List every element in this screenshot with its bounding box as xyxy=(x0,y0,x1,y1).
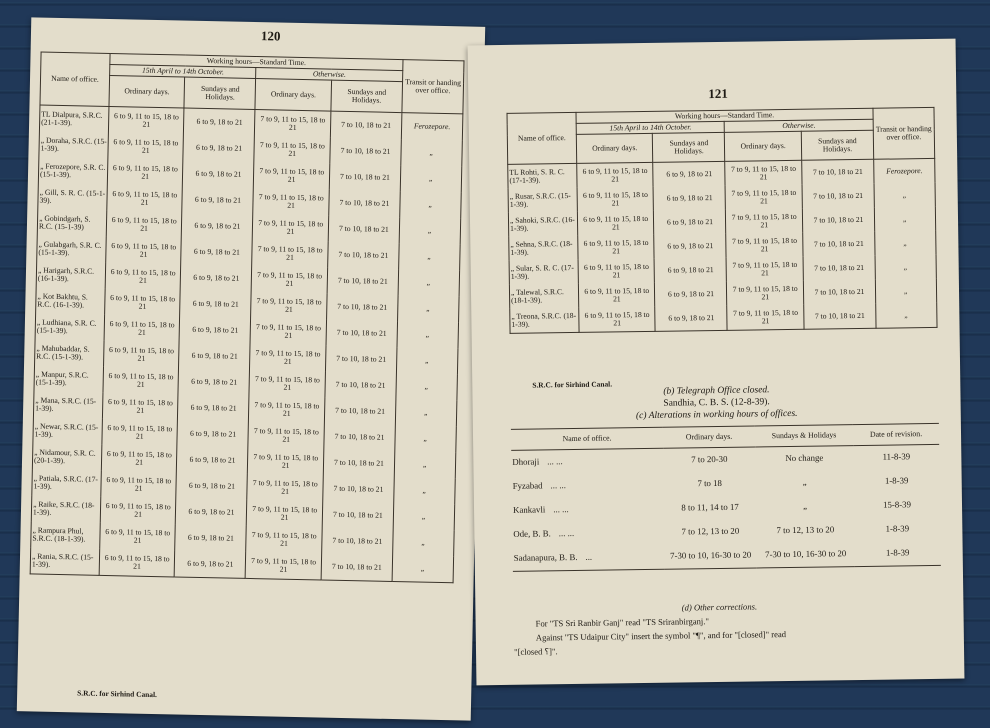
office-name-cell: „ Rampura Phul, S.R.C. (18-1-39). xyxy=(31,522,101,549)
sunday-hours-summer-cell: 6 to 9, 18 to 21 xyxy=(655,282,727,307)
col-header-period-summer: 15th April to 14th October. xyxy=(576,122,725,135)
sunday-hours-otherwise-cell: 7 to 10, 18 to 21 xyxy=(325,372,397,399)
col-header-period-summer: 15th April to 14th October. xyxy=(110,65,257,79)
ordinary-hours-otherwise-cell: 7 to 9, 11 to 15, 18 to 21 xyxy=(253,188,329,216)
transit-office-cell: „ xyxy=(876,303,937,328)
sunday-hours-otherwise-cell: 7 to 10, 18 to 21 xyxy=(326,294,398,321)
transit-office-cell: „ xyxy=(395,399,457,426)
sunday-hours-otherwise-cell: 7 to 10, 18 to 21 xyxy=(322,528,394,555)
alt-office-name-cell xyxy=(511,448,663,475)
alt-date-cell: 1-8-39 xyxy=(855,541,941,567)
office-name-cell: „ Harigarh, S.R.C. (16-1-39). xyxy=(36,262,106,289)
office-name-cell: „ Kot Bakhtu, S. R.C. (16-1-39). xyxy=(36,288,106,315)
col-header-working-hours: Working hours—Standard Time. xyxy=(110,53,403,70)
alteration-row xyxy=(513,541,941,571)
sunday-hours-otherwise-cell: 7 to 10, 18 to 21 xyxy=(322,502,394,529)
ordinary-hours-summer-cell: 6 to 9, 11 to 15, 18 to 21 xyxy=(102,419,178,447)
transit-office-cell: „ xyxy=(394,451,456,478)
sunday-hours-otherwise-cell: 7 to 10, 18 to 21 xyxy=(321,554,393,582)
sunday-hours-otherwise-cell: 7 to 10, 18 to 21 xyxy=(329,190,401,217)
sunday-hours-summer-cell: 6 to 9, 18 to 21 xyxy=(176,499,248,526)
alt-sundays-cell: 7 to 12, 13 to 20 xyxy=(776,524,835,536)
sunday-hours-otherwise-cell: 7 to 10, 18 to 21 xyxy=(328,216,400,243)
sunday-hours-otherwise-cell: 7 to 10, 18 to 21 xyxy=(803,280,875,305)
sunday-hours-summer-cell: 6 to 9, 18 to 21 xyxy=(180,291,252,318)
transit-office-cell: „ xyxy=(400,191,462,218)
transit-office-cell: „ xyxy=(398,269,460,296)
ordinary-hours-summer-cell: 6 to 9, 11 to 15, 18 to 21 xyxy=(104,341,180,369)
col-header-ordinary-2: Ordinary days. xyxy=(725,132,802,162)
alt-col-sundays: Sundays & Holidays xyxy=(755,425,853,447)
ordinary-hours-summer-cell: 6 to 9, 11 to 15, 18 to 21 xyxy=(107,159,183,187)
ordinary-hours-summer-cell: 6 to 9, 11 to 15, 18 to 21 xyxy=(106,237,182,265)
section-d-title: (d) Other corrections. xyxy=(681,601,758,613)
ordinary-hours-summer-cell: 6 to 9, 11 to 15, 18 to 21 xyxy=(99,549,175,577)
sunday-hours-summer-cell: 6 to 9, 18 to 21 xyxy=(179,343,251,370)
ordinary-hours-otherwise-cell: 7 to 9, 11 to 15, 18 to 21 xyxy=(726,233,803,258)
transit-office-cell: „ xyxy=(874,207,935,232)
sunday-hours-otherwise-cell: 7 to 10, 18 to 21 xyxy=(325,346,397,373)
sunday-hours-summer-cell: 6 to 9, 18 to 21 xyxy=(182,213,254,240)
transit-office-cell: Ferozepore. xyxy=(401,113,463,141)
ordinary-hours-summer-cell: 6 to 9, 11 to 15, 18 to 21 xyxy=(101,471,177,499)
transit-office-cell: „ xyxy=(395,425,457,452)
ordinary-hours-summer-cell: 6 to 9, 11 to 15, 18 to 21 xyxy=(101,445,177,473)
transit-office-cell: „ xyxy=(401,139,463,166)
transit-office-cell: „ xyxy=(875,231,936,256)
ordinary-hours-otherwise-cell: 7 to 9, 11 to 15, 18 to 21 xyxy=(246,526,322,554)
sunday-hours-summer-cell: 6 to 9, 18 to 21 xyxy=(654,210,726,235)
alt-ordinary-cell: 7 to 12, 13 to 20 xyxy=(681,525,740,537)
ordinary-hours-otherwise-cell: 7 to 9, 11 to 15, 18 to 21 xyxy=(254,136,330,164)
alt-col-date: Date of revision. xyxy=(853,423,939,445)
office-name-cell: „ Raike, S.R.C. (18-1-39). xyxy=(31,496,101,523)
sunday-hours-otherwise-cell: 7 to 10, 18 to 21 xyxy=(324,424,396,451)
alt-leader-dots: ... ... xyxy=(547,456,563,467)
left-page xyxy=(17,17,485,720)
ordinary-hours-summer-cell: 6 to 9, 11 to 15, 18 to 21 xyxy=(107,185,183,213)
ordinary-hours-summer-cell: 6 to 9, 11 to 15, 18 to 21 xyxy=(102,393,178,421)
transit-office-cell: „ xyxy=(392,555,454,583)
office-name-cell: „ Patiala, S.R.C. (17-1-39). xyxy=(32,470,102,497)
ordinary-hours-summer-cell: 6 to 9, 11 to 15, 18 to 21 xyxy=(106,211,182,239)
alt-leader-dots: ... ... xyxy=(558,528,575,539)
col-header-sundays: Sundays and Holidays. xyxy=(184,77,256,109)
ordinary-hours-otherwise-cell: 7 to 9, 11 to 15, 18 to 21 xyxy=(249,396,325,424)
alt-sundays-cell: No change xyxy=(785,452,824,464)
col-header-period-otherwise: Otherwise. xyxy=(725,119,874,132)
sunday-hours-summer-cell: 6 to 9, 18 to 21 xyxy=(179,317,251,344)
col-header-name: Name of office. xyxy=(40,52,110,107)
office-name-cell: „ Nidamour, S.R. C. (20-1-39). xyxy=(32,444,102,471)
col-header-sundays: Sundays and Holidays. xyxy=(653,133,725,163)
ordinary-hours-otherwise-cell: 7 to 9, 11 to 15, 18 to 21 xyxy=(255,110,331,138)
ordinary-hours-otherwise-cell: 7 to 9, 11 to 15, 18 to 21 xyxy=(252,240,328,268)
alt-ordinary-cell: 7 to 20-30 xyxy=(691,454,728,465)
transit-office-cell: „ xyxy=(875,255,936,280)
ordinary-hours-summer-cell: 6 to 9, 11 to 15, 18 to 21 xyxy=(104,315,180,343)
ordinary-hours-otherwise-cell: 7 to 9, 11 to 15, 18 to 21 xyxy=(248,422,324,450)
section-c-title: (c) Alterations in working hours of offices. xyxy=(635,408,798,422)
ordinary-hours-summer-cell: 6 to 9, 11 to 15, 18 to 21 xyxy=(579,307,656,333)
ordinary-hours-otherwise-cell: 7 to 9, 11 to 15, 18 to 21 xyxy=(251,318,327,346)
alt-date-cell: 11-8-39 xyxy=(882,451,911,462)
alt-office-name-cell xyxy=(512,473,664,499)
sunday-hours-otherwise-cell: 7 to 10, 18 to 21 xyxy=(330,138,402,165)
ordinary-hours-otherwise-cell: 7 to 9, 11 to 15, 18 to 21 xyxy=(251,292,327,320)
sunday-hours-otherwise-cell: 7 to 10, 18 to 21 xyxy=(802,160,874,186)
sunday-hours-otherwise-cell: 7 to 10, 18 to 21 xyxy=(327,268,399,295)
sunday-hours-otherwise-cell: 7 to 10, 18 to 21 xyxy=(802,208,874,233)
ordinary-hours-otherwise-cell: 7 to 9, 11 to 15, 18 to 21 xyxy=(247,474,323,502)
sunday-hours-otherwise-cell: 7 to 10, 18 to 21 xyxy=(328,242,400,269)
ordinary-hours-otherwise-cell: 7 to 9, 11 to 15, 18 to 21 xyxy=(247,500,323,528)
transit-office-cell: Ferozepore. xyxy=(874,159,935,184)
office-name-cell: „ Rusar, S.R.C. (15-1-39). xyxy=(508,188,577,213)
col-header-working-hours: Working hours—Standard Time. xyxy=(576,108,873,123)
col-header-period-otherwise: Otherwise. xyxy=(256,68,403,82)
alt-leader-dots: ... ... xyxy=(550,480,566,491)
ordinary-hours-otherwise-cell: 7 to 9, 11 to 15, 18 to 21 xyxy=(253,214,329,242)
sunday-hours-otherwise-cell: 7 to 10, 18 to 21 xyxy=(323,450,395,477)
office-name-cell: „ Gulabgarh, S.R. C. (15-1-39). xyxy=(37,236,107,263)
office-name-cell: „ Manpur, S.R.C. (15-1-39). xyxy=(34,366,104,393)
alt-office-name: Dhoraji xyxy=(512,456,540,468)
office-name-cell: „ Treona, S.R.C. (18-1-39). xyxy=(510,308,579,333)
ordinary-hours-summer-cell: 6 to 9, 11 to 15, 18 to 21 xyxy=(100,523,176,551)
sunday-hours-otherwise-cell: 7 to 10, 18 to 21 xyxy=(330,111,402,139)
transit-office-cell: „ xyxy=(874,183,935,208)
transit-office-cell: „ xyxy=(396,347,458,374)
ordinary-hours-otherwise-cell: 7 to 9, 11 to 15, 18 to 21 xyxy=(252,266,328,294)
sunday-hours-summer-cell: 6 to 9, 18 to 21 xyxy=(655,306,727,332)
sunday-hours-summer-cell: 6 to 9, 18 to 21 xyxy=(653,162,725,188)
ordinary-hours-otherwise-cell: 7 to 9, 11 to 15, 18 to 21 xyxy=(249,370,325,398)
office-name-cell: „ Mana, S.R.C. (15-1-39). xyxy=(33,392,103,419)
transit-office-cell: „ xyxy=(875,279,936,304)
sunday-hours-summer-cell: 6 to 9, 18 to 21 xyxy=(178,395,250,422)
office-name-cell: „ Ludhiana, S.R. C. (15-1-39). xyxy=(35,314,105,341)
alt-date-cell: 15-8-39 xyxy=(883,499,912,510)
ordinary-hours-otherwise-cell: 7 to 9, 11 to 15, 18 to 21 xyxy=(725,161,802,187)
office-name-cell: „ Newar, S.R.C. (15-1-39). xyxy=(33,418,103,445)
sunday-hours-summer-cell: 6 to 9, 18 to 21 xyxy=(654,234,726,259)
sunday-hours-otherwise-cell: 7 to 10, 18 to 21 xyxy=(803,256,875,281)
alt-ordinary-cell: 7 to 18 xyxy=(697,478,722,489)
sunday-hours-otherwise-cell: 7 to 10, 18 to 21 xyxy=(324,398,396,425)
alt-ordinary-cell: 8 to 11, 14 to 17 xyxy=(681,501,739,513)
ordinary-hours-otherwise-cell: 7 to 9, 11 to 15, 18 to 21 xyxy=(248,448,324,476)
alt-office-name: Sadanapura, B. B. xyxy=(513,552,578,564)
sunday-hours-otherwise-cell: 7 to 10, 18 to 21 xyxy=(326,320,398,347)
ordinary-hours-summer-cell: 6 to 9, 11 to 15, 18 to 21 xyxy=(577,211,654,236)
alt-leader-dots: ... ... xyxy=(553,504,569,515)
ordinary-hours-summer-cell: 6 to 9, 11 to 15, 18 to 21 xyxy=(578,283,655,308)
alt-col-ordinary: Ordinary days. xyxy=(663,426,755,448)
office-name-cell: „ Sahoki, S.R.C. (16-1-39). xyxy=(508,212,577,237)
office-name-cell: „ Doraha, S.R.C. (15-1-39). xyxy=(39,132,109,159)
ordinary-hours-summer-cell: 6 to 9, 11 to 15, 18 to 21 xyxy=(108,133,184,161)
col-header-transit: Transit or handing over office. xyxy=(402,60,464,115)
page-number-right: 121 xyxy=(708,85,728,102)
alt-sundays-cell: 7-30 to 10, 16-30 to 20 xyxy=(757,542,855,568)
sunday-hours-summer-cell: 6 to 9, 18 to 21 xyxy=(182,187,254,214)
sunday-hours-otherwise-cell: 7 to 10, 18 to 21 xyxy=(323,476,395,503)
office-name-cell: „ Gill, S. R. C. (15-1-39). xyxy=(38,184,108,211)
transit-office-cell: „ xyxy=(396,373,458,400)
office-name-cell: „ Talewal, S.R.C. (18-1-39). xyxy=(509,284,578,309)
alt-col-name: Name of office. xyxy=(511,427,663,450)
sunday-hours-summer-cell: 6 to 9, 18 to 21 xyxy=(176,473,248,500)
office-name-cell: „ Sular, S. R. C. (17-1-39). xyxy=(509,260,578,285)
ordinary-hours-summer-cell: 6 to 9, 11 to 15, 18 to 21 xyxy=(578,259,655,284)
sunday-hours-summer-cell: 6 to 9, 18 to 21 xyxy=(183,161,255,188)
sunday-hours-summer-cell: 6 to 9, 18 to 21 xyxy=(183,135,255,162)
section-b-text: Sandhia, C. B. S. (12-8-39). xyxy=(663,397,770,409)
office-name-cell: TL Rohti, S. R. C. (17-1-39). xyxy=(508,164,577,189)
sunday-hours-summer-cell: 6 to 9, 18 to 21 xyxy=(177,447,249,474)
ordinary-hours-summer-cell: 6 to 9, 11 to 15, 18 to 21 xyxy=(105,263,181,291)
alt-office-name-cell xyxy=(512,521,664,547)
office-name-cell: „ Ferozepore, S.R. C. (15-1-39). xyxy=(38,158,108,185)
alt-sundays-cell: „ xyxy=(802,500,808,512)
sunday-hours-summer-cell: 6 to 9, 18 to 21 xyxy=(181,265,253,292)
ordinary-hours-otherwise-cell: 7 to 9, 11 to 15, 18 to 21 xyxy=(254,162,330,190)
ordinary-hours-summer-cell: 6 to 9, 11 to 15, 18 to 21 xyxy=(108,107,184,135)
office-hours-table-left xyxy=(30,52,465,584)
footnote-right: S.R.C. for Sirhind Canal. xyxy=(532,379,613,390)
col-header-transit: Transit or handing over office. xyxy=(873,107,935,159)
ordinary-hours-otherwise-cell: 7 to 9, 11 to 15, 18 to 21 xyxy=(726,185,803,210)
ordinary-hours-summer-cell: 6 to 9, 11 to 15, 18 to 21 xyxy=(577,187,654,212)
sunday-hours-summer-cell: 6 to 9, 18 to 21 xyxy=(654,186,726,211)
sunday-hours-summer-cell: 6 to 9, 18 to 21 xyxy=(655,258,727,283)
transit-office-cell: „ xyxy=(393,503,455,530)
alterations-table xyxy=(511,423,941,572)
col-header-ordinary: Ordinary days. xyxy=(109,76,185,109)
office-name-cell: „ Gobindgarh, S. R.C. (15-1-39) xyxy=(37,210,107,237)
sunday-hours-otherwise-cell: 7 to 10, 18 to 21 xyxy=(803,232,875,257)
sunday-hours-summer-cell: 6 to 9, 18 to 21 xyxy=(181,239,253,266)
col-header-name: Name of office. xyxy=(507,112,577,164)
ordinary-hours-summer-cell: 6 to 9, 11 to 15, 18 to 21 xyxy=(105,289,181,317)
office-name-cell: „ Mahubaddar, S. R.C. (15-1-39). xyxy=(35,340,105,367)
alt-office-name: Ode, B. B. xyxy=(513,528,551,540)
office-name-cell: TL Dialpura, S.R.C. (21-1-39). xyxy=(39,105,109,133)
col-header-sundays-2: Sundays and Holidays. xyxy=(801,131,873,161)
transit-office-cell: „ xyxy=(394,477,456,504)
office-row xyxy=(510,303,937,333)
correction-line-3: "[closed ؟]". xyxy=(513,646,558,657)
correction-line-2: Against "TS Udaipur City" insert the symbol "¶", and for "[closed]" read xyxy=(535,629,787,643)
col-header-sundays-2: Sundays and Holidays. xyxy=(331,80,403,112)
footnote-left: S.R.C. for Sirhind Canal. xyxy=(77,688,158,700)
transit-office-cell: „ xyxy=(400,165,462,192)
sunday-hours-otherwise-cell: 7 to 10, 18 to 21 xyxy=(804,304,876,330)
transit-office-cell: „ xyxy=(399,243,461,270)
alt-ordinary-cell: 7-30 to 10, 16-30 to 20 xyxy=(665,543,757,569)
ordinary-hours-otherwise-cell: 7 to 9, 11 to 15, 18 to 21 xyxy=(727,257,804,282)
sunday-hours-summer-cell: 6 to 9, 18 to 21 xyxy=(177,421,249,448)
sunday-hours-summer-cell: 6 to 9, 18 to 21 xyxy=(184,108,256,136)
alt-leader-dots: ... xyxy=(585,551,593,563)
office-hours-table-right xyxy=(507,107,938,334)
alt-date-cell: 1-8-39 xyxy=(885,523,910,534)
ordinary-hours-summer-cell: 6 to 9, 11 to 15, 18 to 21 xyxy=(100,497,176,525)
office-name-cell: „ Rania, S.R.C. (15-1-39). xyxy=(30,548,100,576)
sunday-hours-otherwise-cell: 7 to 10, 18 to 21 xyxy=(329,164,401,191)
transit-office-cell: „ xyxy=(397,321,459,348)
alt-office-name-cell xyxy=(513,545,665,572)
alt-date-cell: 1-8-39 xyxy=(884,475,909,486)
alt-office-name: Kankavli xyxy=(512,504,546,516)
sunday-hours-summer-cell: 6 to 9, 18 to 21 xyxy=(175,551,247,579)
col-header-ordinary-2: Ordinary days. xyxy=(255,79,331,112)
office-name-cell: „ Sehna, S.R.C. (18-1-39). xyxy=(509,236,578,261)
alt-office-name: Fyzabad xyxy=(512,480,543,492)
ordinary-hours-otherwise-cell: 7 to 9, 11 to 15, 18 to 21 xyxy=(250,344,326,372)
transit-office-cell: „ xyxy=(398,295,460,322)
transit-office-cell: „ xyxy=(393,529,455,556)
ordinary-hours-otherwise-cell: 7 to 9, 11 to 15, 18 to 21 xyxy=(727,281,804,306)
page-number-left: 120 xyxy=(260,28,281,44)
sunday-hours-otherwise-cell: 7 to 10, 18 to 21 xyxy=(802,184,874,209)
ordinary-hours-summer-cell: 6 to 9, 11 to 15, 18 to 21 xyxy=(577,163,654,189)
ordinary-hours-summer-cell: 6 to 9, 11 to 15, 18 to 21 xyxy=(103,367,179,395)
ordinary-hours-otherwise-cell: 7 to 9, 11 to 15, 18 to 21 xyxy=(726,209,803,234)
transit-office-cell: „ xyxy=(399,217,461,244)
ordinary-hours-otherwise-cell: 7 to 9, 11 to 15, 18 to 21 xyxy=(727,305,804,331)
sunday-hours-summer-cell: 6 to 9, 18 to 21 xyxy=(175,525,247,552)
correction-line-1: For "TS Sri Ranbir Ganj" read "TS Sriranbirganj." xyxy=(535,616,710,629)
col-header-ordinary: Ordinary days. xyxy=(576,134,653,164)
ordinary-hours-summer-cell: 6 to 9, 11 to 15, 18 to 21 xyxy=(578,235,655,260)
alt-sundays-cell: „ xyxy=(802,476,807,488)
section-b-title: (b) Telegraph Office closed. xyxy=(663,385,770,397)
ordinary-hours-otherwise-cell: 7 to 9, 11 to 15, 18 to 21 xyxy=(246,552,322,580)
sunday-hours-summer-cell: 6 to 9, 18 to 21 xyxy=(178,369,250,396)
right-page xyxy=(468,39,965,686)
alt-office-name-cell xyxy=(512,497,664,523)
